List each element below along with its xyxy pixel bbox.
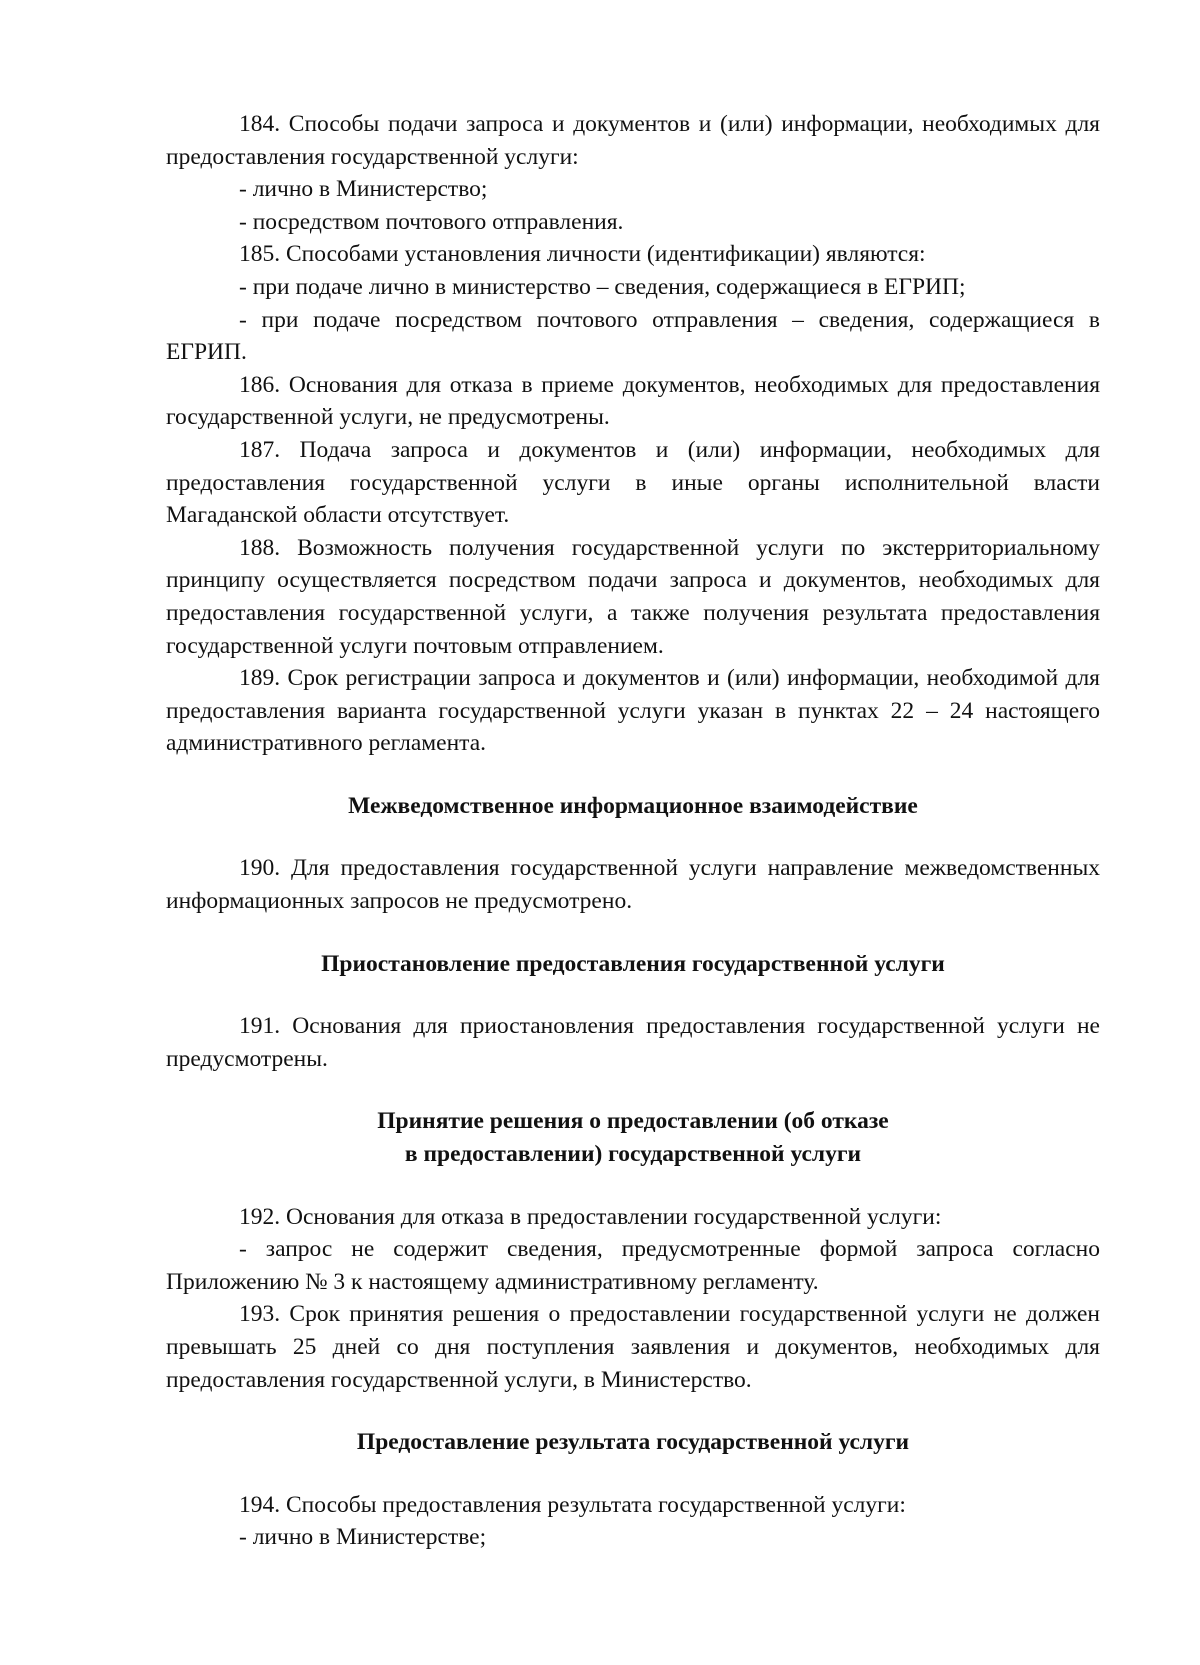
paragraph: 191. Основания для приостановления предоставления государственной услуги не предусмотрены.: [166, 1013, 1100, 1072]
section-heading-line: Приостановление предоставления государственной услуги: [321, 950, 945, 977]
list-item: - посредством почтового отправления.: [239, 208, 624, 235]
section-spacer: [166, 1075, 1100, 1105]
section-spacer: [166, 1459, 1100, 1489]
section-heading-line: Предоставление результата государственной услуги: [356, 1429, 910, 1456]
list-item: - лично в Министерство;: [239, 176, 488, 203]
paragraph: 186. Основания для отказа в приеме документов, необходимых для предоставления государственной услуги, не предусмотрены.: [166, 371, 1100, 431]
paragraph: 192. Основания для отказа в предоставлении государственной услуги:: [239, 1203, 942, 1230]
paragraph: 193. Срок принятия решения о предоставлении государственной услуги не должен превышать 25 дней со дня поступления заявления и документов, необходимых для предоставления государственной услуги, в Министерство.: [166, 1301, 1100, 1393]
section-spacer: [166, 918, 1100, 948]
section-heading-line: в предоставлении) государственной услуги: [404, 1141, 862, 1168]
paragraph: 189. Срок регистрации запроса и документов и (или) информации, необходимой для предоставления варианта государственной услуги указан в пунктах 22 – 24 настоящего административного регламента.: [166, 665, 1100, 757]
section-spacer: [166, 980, 1100, 1010]
list-item: - лично в Министерстве;: [239, 1524, 487, 1551]
paragraph: 185. Способами установления личности (идентификации) являются:: [239, 241, 926, 268]
list-item: - запрос не содержит сведения, предусмотренные формой запроса согласно Приложению № 3 к настоящему административному регламенту.: [166, 1236, 1100, 1295]
paragraph: 194. Способы предоставления результата государственной услуги:: [239, 1491, 906, 1518]
section-heading: [166, 790, 1100, 823]
paragraph: 190. Для предоставления государственной услуги направление межведомственных информационных запросов не предусмотрено.: [166, 855, 1100, 915]
paragraph: 188. Возможность получения государственной услуги по экстерриториальному принципу осуществляется посредством подачи запроса и документов, необходимых для предоставления государственной услуги, а также получения результата предоставления государственной услуги почтовым отправлением.: [166, 534, 1100, 659]
section-spacer: [166, 1396, 1100, 1426]
section-heading: [166, 1105, 1100, 1170]
section-heading-line: Принятие решения о предоставлении (об отказе: [377, 1108, 889, 1135]
section-heading: [166, 948, 1100, 981]
list-item: - при подаче посредством почтового отправления – сведения, содержащиеся в ЕГРИП.: [166, 306, 1100, 366]
paragraph: 184. Способы подачи запроса и документов и (или) информации, необходимых для предоставления государственной услуги:: [166, 111, 1100, 170]
section-spacer: [166, 822, 1100, 852]
section-heading: [166, 1426, 1100, 1459]
section-spacer: [166, 760, 1100, 790]
document-body: [166, 108, 1100, 1554]
section-heading-line: Межведомственное информационное взаимодействие: [348, 792, 918, 819]
list-item: - при подаче лично в министерство – сведения, содержащиеся в ЕГРИП;: [239, 273, 966, 300]
section-spacer: [166, 1171, 1100, 1201]
paragraph: 187. Подача запроса и документов и (или) информации, необходимых для предоставления государственной услуги в иные органы исполнительной власти Магаданской области отсутствует.: [166, 436, 1100, 529]
